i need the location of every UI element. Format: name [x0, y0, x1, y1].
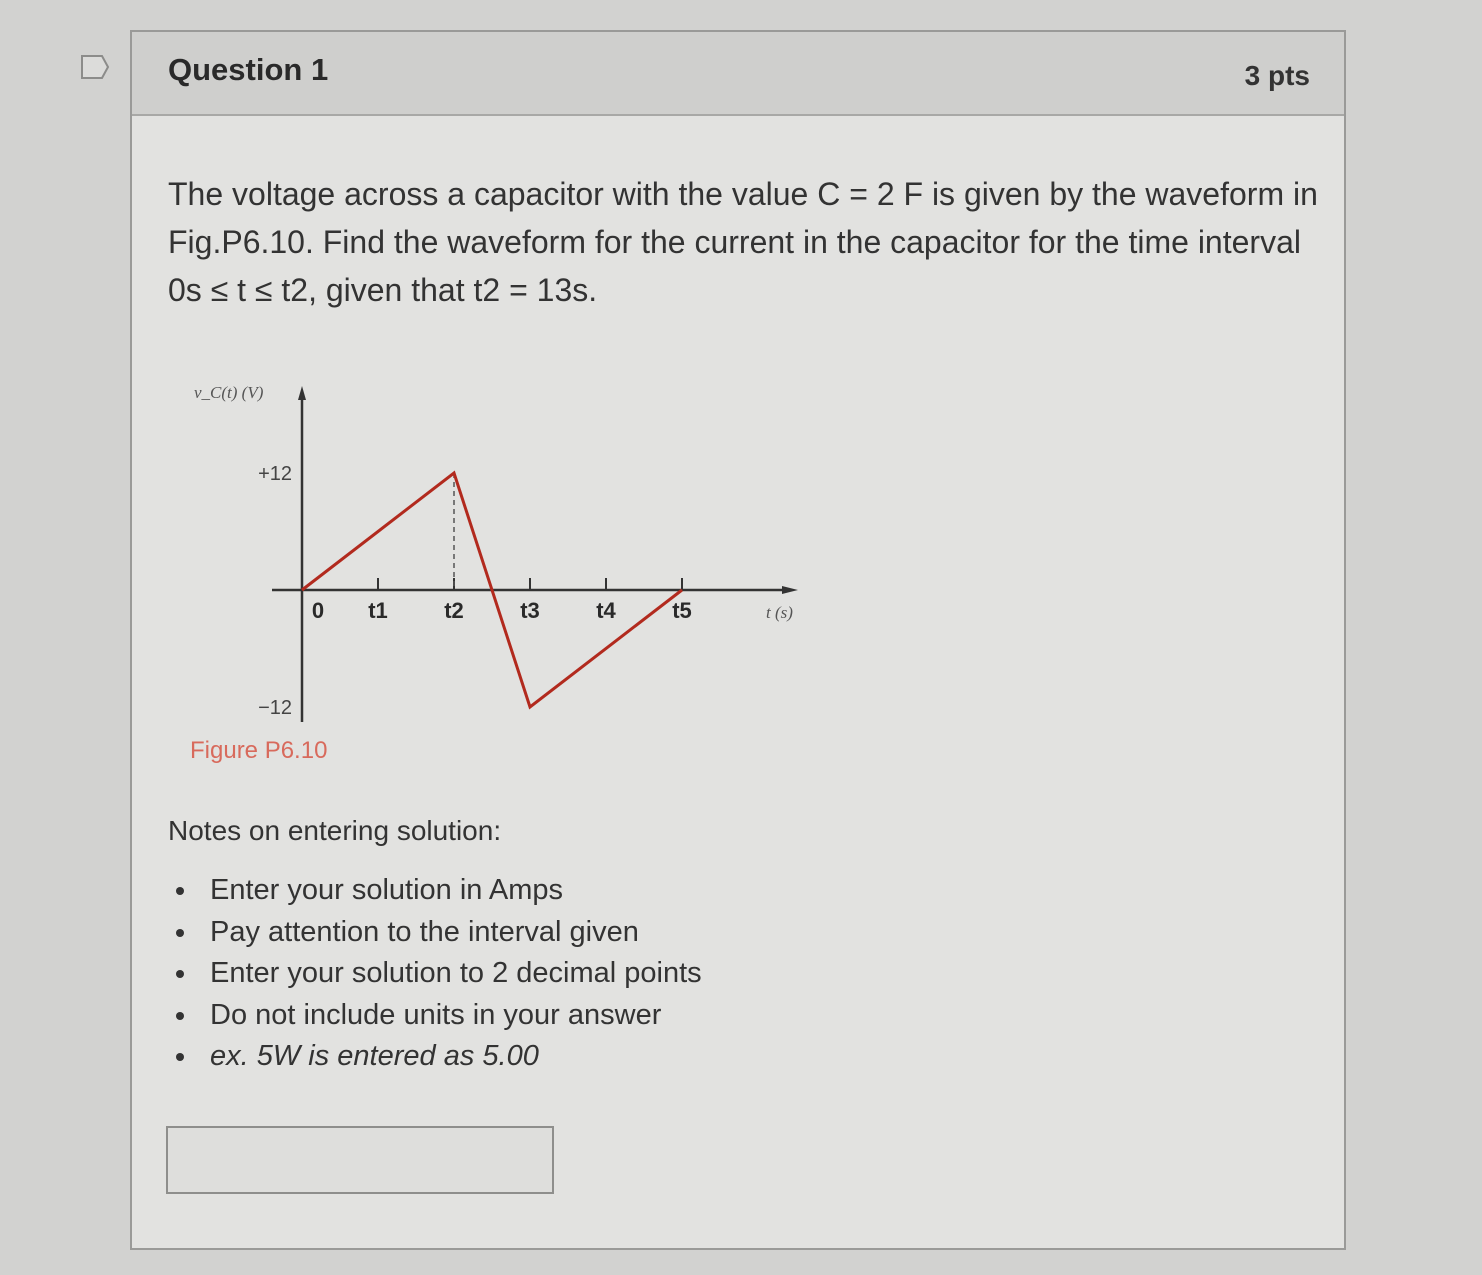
note-item-example: ex. 5W is entered as 5.00 [172, 1036, 702, 1078]
flag-question-icon[interactable] [80, 54, 110, 80]
y-axis-arrow [298, 386, 306, 400]
question-header [132, 32, 1344, 116]
y-tick-label: −12 [258, 697, 292, 719]
question-title: Question 1 [168, 52, 329, 87]
x-axis-arrow [782, 586, 798, 594]
question-prompt: The voltage across a capacitor with the value C = 2 F is given by the waveform in Fig.P6.10. Find the waveform for the current in the capacitor for the time interval 0s ≤ t ≤ t2, given that t2 = 13s. [168, 176, 1318, 308]
x-tick-label: t3 [520, 598, 540, 623]
answer-input[interactable] [166, 1126, 554, 1194]
question-card [130, 30, 1346, 1250]
note-item: Do not include units in your answer [172, 995, 702, 1037]
x-tick-label: t1 [368, 598, 388, 623]
note-item: Enter your solution to 2 decimal points [172, 953, 702, 995]
y-tick-label: +12 [258, 463, 292, 485]
x-axis-label: t (s) [766, 603, 793, 622]
figure-caption: Figure P6.10 [190, 737, 328, 764]
x-tick-label: t5 [672, 598, 692, 623]
question-points: 3 pts [1244, 60, 1310, 91]
notes-list [172, 870, 702, 1078]
x-tick-label: t4 [596, 598, 616, 623]
x-tick-label: t2 [444, 598, 464, 623]
x-tick-label: 0 [311, 598, 325, 623]
waveform-figure [182, 342, 822, 722]
note-item: Enter your solution in Amps [172, 870, 702, 912]
note-item: Pay attention to the interval given [172, 912, 702, 954]
y-axis-label: v_C(t) (V) [194, 383, 264, 402]
notes-title: Notes on entering solution: [168, 815, 502, 846]
